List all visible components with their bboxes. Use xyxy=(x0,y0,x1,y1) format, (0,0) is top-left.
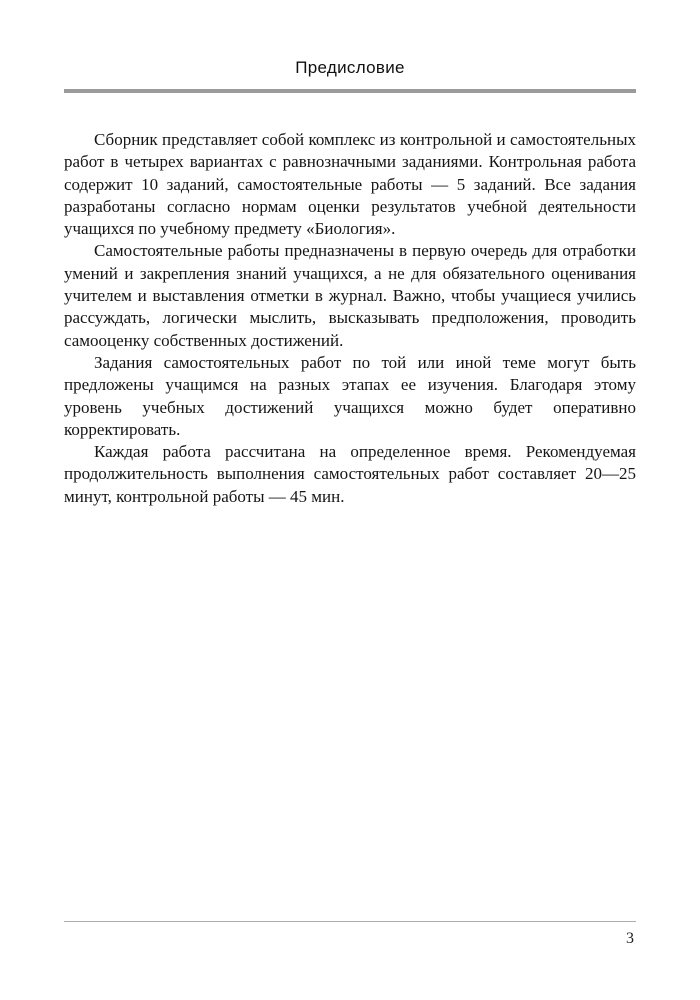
header-rule xyxy=(64,89,636,93)
paragraph-3: Задания самостоятельных работ по той или иной теме могут быть предложены учащимся на разных этапах ее изучения. Благодаря этому уровень учебных достижений учащихся можно будет оперативно корректировать. xyxy=(64,352,636,439)
page-title: Предисловие xyxy=(295,58,405,77)
page-header xyxy=(64,58,636,93)
page-footer xyxy=(64,921,636,948)
paragraph-4: Каждая работа рассчитана на определенное время. Рекомендуемая продолжительность выполнения самостоятельных работ составляет 20—25 минут, контрольной работы — 45 мин. xyxy=(64,442,636,506)
paragraph-1: Сборник представляет собой комплекс из контрольной и самостоятельных работ в четырех вариантах с равнозначными заданиями. Контрольная работа содержит 10 заданий, самостоятельные работы — 5 заданий. Все задания разработаны согласно нормам оценки результатов учебной деятельности учащихся по учебному предмету «Биология». xyxy=(64,130,636,239)
page-number: 3 xyxy=(626,930,634,947)
paragraph-2: Самостоятельные работы предназначены в первую очередь для отработки умений и закрепления знаний учащихся, а не для обязательного оценивания учителем и выставления отметки в журнал. Важно, чтобы учащиеся учились рассуждать, логически мыслить, высказывать предположения, проводить самооценку собственных достижений. xyxy=(64,241,636,350)
footer-rule xyxy=(64,921,636,922)
body-text xyxy=(64,129,636,508)
